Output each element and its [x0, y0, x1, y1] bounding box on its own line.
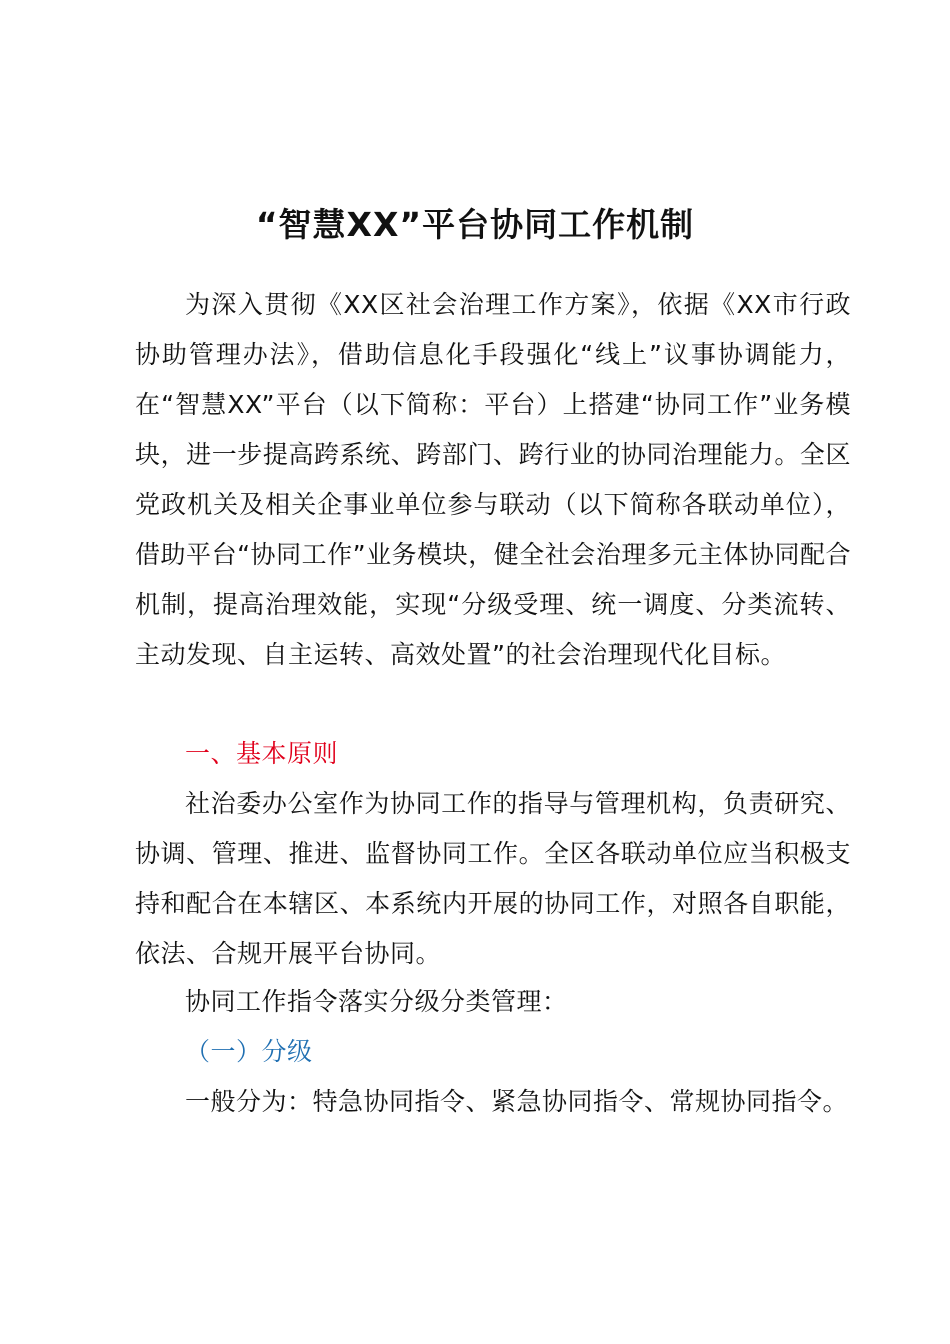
intro-paragraph: 为深入贯彻《XX区社会治理工作方案》，依据《XX市行政协助管理办法》，借助信息化手段强化“线上”议事协调能力，在“智慧XX”平台（以下简称：平台）上搭建“协同工作”业务模块，进一步提高跨系统、跨部门、跨行业的协同治理能力。全区党政机关及相关企事业单位参与联动（以下简称各联动单位），借助平台“协同工作”业务模块，健全社会治理多元主体协同配合机制，提高治理效能，实现“分级受理、统一调度、分类流转、主动发现、自主运转、高效处置”的社会治理现代化目标。 [135, 290, 851, 669]
management-line: 协同工作指令落实分级分类管理： [185, 987, 568, 1016]
document-title: “智慧XX”平台协同工作机制 [255, 205, 695, 244]
subsection-heading-grading: （一）分级 [185, 1037, 313, 1066]
grading-paragraph: 一般分为：特急协同指令、紧急协同指令、常规协同指令。 [185, 1087, 849, 1116]
section-heading-basic-principles: 一、基本原则 [185, 739, 339, 768]
principles-paragraph: 社治委办公室作为协同工作的指导与管理机构，负责研究、协调、管理、推进、监督协同工作。全区各联动单位应当积极支持和配合在本辖区、本系统内开展的协同工作，对照各自职能，依法、合规开展平台协同。 [135, 789, 851, 968]
